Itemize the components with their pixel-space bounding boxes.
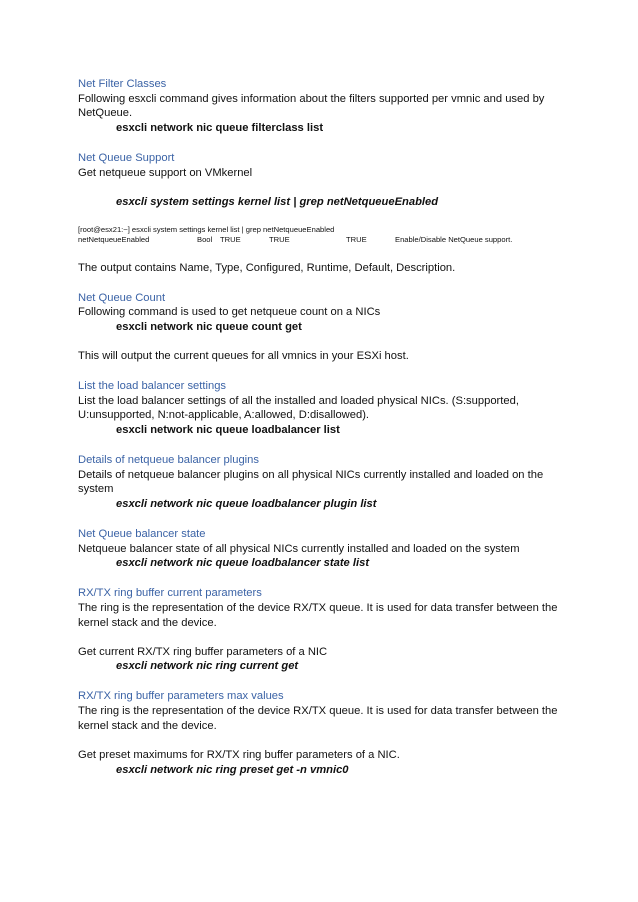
- heading-load-balancer: List the load balancer settings: [78, 380, 227, 392]
- output-description: Enable/Disable NetQueue support.: [395, 235, 513, 244]
- heading-balancer-plugins: Details of netqueue balancer plugins: [78, 454, 259, 466]
- output-configured: TRUE: [220, 235, 241, 244]
- paragraph-line: This will output the current queues for all vmnics in your ESXi host.: [78, 350, 409, 362]
- paragraph-line: The ring is the representation of the device RX/TX queue. It is used for data transfer between the: [78, 705, 558, 717]
- output-name: netNetqueueEnabled: [78, 235, 150, 244]
- command-queue-count: esxcli network nic queue count get: [116, 321, 302, 333]
- paragraph-line: Details of netqueue balancer plugins on all physical NICs currently installed and loaded on the: [78, 469, 544, 481]
- command-ring-current: esxcli network nic ring current get: [116, 660, 299, 672]
- command-netqueue-enabled: esxcli system settings kernel list | grep netNetqueueEnabled: [116, 196, 439, 208]
- paragraph-line: system: [78, 483, 114, 495]
- command-plugin-list: esxcli network nic queue loadbalancer plugin list: [116, 498, 377, 510]
- heading-ring-max: RX/TX ring buffer parameters max values: [78, 690, 284, 702]
- console-prompt: [root@esx21:~] esxcli system settings kernel list | grep netNetqueueEnabled: [78, 225, 335, 234]
- command-state-list: esxcli network nic queue loadbalancer state list: [116, 557, 370, 569]
- paragraph-line: NetQueue.: [78, 107, 133, 119]
- heading-balancer-state: Net Queue balancer state: [78, 528, 206, 540]
- command-filterclass: esxcli network nic queue filterclass list: [116, 122, 324, 134]
- paragraph-line: Netqueue balancer state of all physical NICs currently installed and loaded on the system: [78, 543, 520, 555]
- heading-net-queue-support: Net Queue Support: [78, 152, 175, 164]
- paragraph-line: Get preset maximums for RX/TX ring buffer parameters of a NIC.: [78, 749, 400, 761]
- paragraph-line: kernel stack and the device.: [78, 617, 217, 629]
- heading-ring-current: RX/TX ring buffer current parameters: [78, 587, 262, 599]
- output-type: Bool: [197, 235, 213, 244]
- command-loadbalancer-list: esxcli network nic queue loadbalancer list: [116, 424, 340, 436]
- paragraph-line: Following command is used to get netqueue count on a NICs: [78, 306, 381, 318]
- paragraph-line: kernel stack and the device.: [78, 720, 217, 732]
- paragraph-line: Get netqueue support on VMkernel: [78, 167, 253, 179]
- paragraph-line: Following esxcli command gives information about the filters supported per vmnic and used by: [78, 93, 545, 105]
- paragraph-line: The ring is the representation of the device RX/TX queue. It is used for data transfer between the: [78, 602, 558, 614]
- output-runtime: TRUE: [269, 235, 290, 244]
- paragraph-line: List the load balancer settings of all the installed and loaded physical NICs. (S:supported,: [78, 395, 519, 407]
- heading-net-queue-count: Net Queue Count: [78, 292, 166, 304]
- paragraph-line: U:unsupported, N:not-applicable, A:allowed, D:disallowed).: [78, 409, 370, 421]
- heading-net-filter-classes: Net Filter Classes: [78, 78, 167, 90]
- paragraph-line: The output contains Name, Type, Configured, Runtime, Default, Description.: [78, 262, 456, 274]
- command-ring-preset: esxcli network nic ring preset get -n vmnic0: [116, 764, 349, 776]
- paragraph-line: Get current RX/TX ring buffer parameters of a NIC: [78, 646, 328, 658]
- output-default: TRUE: [346, 235, 367, 244]
